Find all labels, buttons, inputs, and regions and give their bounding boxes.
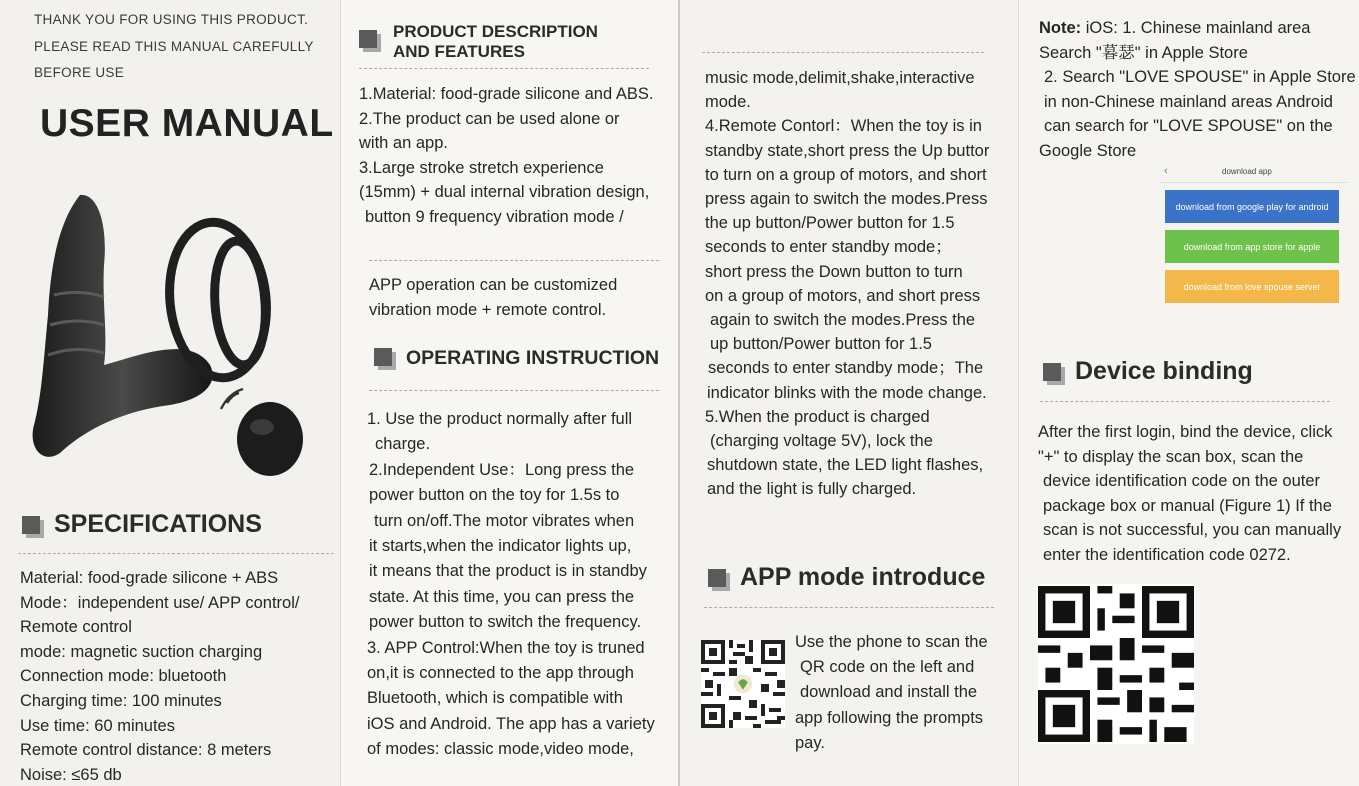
continued-line: standby state,short press the Up buttor bbox=[705, 141, 990, 160]
note-text bbox=[1039, 16, 1356, 163]
description-line: button 9 frequency vibration mode / bbox=[365, 207, 624, 226]
instruction-line: on,it is connected to the app through bbox=[367, 664, 634, 683]
description-line: 3.Large stroke stretch experience bbox=[359, 158, 604, 177]
intro-line: BEFORE USE bbox=[34, 65, 125, 80]
note-line: Search "暮瑟" in Apple Store bbox=[1039, 43, 1248, 62]
app-mode-line: pay. bbox=[795, 733, 825, 752]
instruction-line: 1. Use the product normally after full bbox=[367, 410, 633, 428]
continued-line: (charging voltage 5V), lock the bbox=[710, 432, 933, 451]
spec-line: mode: magnetic suction charging bbox=[20, 642, 263, 661]
note-line: can search for "LOVE SPOUSE" on the bbox=[1044, 117, 1333, 135]
note-line: 2. Search "LOVE SPOUSE" in Apple Store bbox=[1044, 68, 1356, 86]
spec-line: Remote control distance: 8 meters bbox=[20, 741, 272, 760]
continued-line: press again to switch the modes.Press bbox=[705, 190, 988, 209]
instruction-line: 3. APP Control:When the toy is truned bbox=[367, 638, 645, 657]
product-description-heading: PRODUCT DESCRIPTION AND FEATURES bbox=[359, 22, 598, 62]
app-qr-code bbox=[701, 640, 785, 728]
panel-continued bbox=[678, 0, 1018, 786]
download-app-title: download app bbox=[1222, 167, 1272, 176]
instruction-line: charge. bbox=[375, 435, 431, 454]
spec-line: Use time: 60 minutes bbox=[20, 716, 175, 735]
divider bbox=[704, 607, 994, 608]
bullet-square-icon bbox=[1043, 363, 1061, 381]
manual-title: USER MANUAL bbox=[40, 102, 334, 145]
instruction-line: iOS and Android. The app has a variety bbox=[367, 714, 655, 733]
product-description-list bbox=[359, 82, 653, 229]
binding-line: After the first login, bind the device, click bbox=[1038, 423, 1333, 441]
note-line: Google Store bbox=[1039, 141, 1137, 160]
continued-line: seconds to enter standby mode；The bbox=[708, 359, 984, 378]
spec-line: Material: food-grade silicone + ABS bbox=[20, 569, 279, 587]
app-operation-line: vibration mode + remote control. bbox=[369, 300, 607, 319]
continued-line: indicator blinks with the mode change. bbox=[707, 383, 987, 402]
continued-line: 4.Remote Contorl：When the toy is in bbox=[705, 117, 982, 136]
operating-instruction-list bbox=[367, 407, 655, 763]
description-line: 1.Material: food-grade silicone and ABS. bbox=[359, 85, 654, 103]
description-line: with an app. bbox=[359, 134, 448, 152]
device-binding-heading: Device binding bbox=[1043, 357, 1253, 386]
app-mode-heading: APP mode introduce bbox=[708, 563, 985, 592]
bullet-square-icon bbox=[708, 569, 726, 587]
continued-line: and the light is fully charged. bbox=[707, 480, 917, 499]
note-line: Note: iOS: 1. Chinese mainland area bbox=[1039, 19, 1311, 37]
spec-line: Connection mode: bluetooth bbox=[20, 667, 227, 686]
device-qr-code bbox=[1038, 584, 1194, 744]
bullet-square-icon bbox=[22, 516, 40, 534]
app-mode-text bbox=[795, 630, 988, 756]
continued-list bbox=[705, 66, 989, 502]
app-mode-line: Use the phone to scan the bbox=[795, 633, 988, 651]
download-header-divider bbox=[1160, 182, 1348, 183]
app-operation-line: APP operation can be customized bbox=[369, 276, 618, 294]
continued-line: the up button/Power button for 1.5 bbox=[705, 214, 955, 233]
description-line: (15mm) + dual internal vibration design, bbox=[359, 183, 650, 201]
server-download-button[interactable]: download from love spouse server bbox=[1165, 270, 1339, 303]
continued-line: seconds to enter standby mode； bbox=[705, 238, 952, 257]
binding-line: device identification code on the outer bbox=[1043, 472, 1321, 490]
continued-line: shutdown state, the LED light flashes, bbox=[707, 456, 984, 475]
instruction-line: it means that the product is in standby bbox=[369, 562, 647, 581]
device-binding-text bbox=[1038, 420, 1341, 567]
instruction-line: it starts,when the indicator lights up, bbox=[369, 537, 632, 556]
binding-line: scan is not successful, you can manually bbox=[1043, 521, 1342, 539]
note-label: Note: bbox=[1039, 19, 1082, 37]
binding-line: package box or manual (Figure 1) If the bbox=[1043, 496, 1332, 515]
instruction-line: of modes: classic mode,video mode, bbox=[367, 740, 634, 759]
product-illustration bbox=[20, 185, 320, 485]
app-mode-line: QR code on the left and bbox=[800, 658, 975, 677]
intro-text bbox=[34, 7, 314, 87]
back-chevron-icon[interactable]: ‹ bbox=[1164, 165, 1168, 177]
note-line: in non-Chinese mainland areas Android bbox=[1044, 92, 1333, 111]
continued-line: to turn on a group of motors, and short bbox=[705, 165, 987, 184]
intro-line: PLEASE READ THIS MANUAL CAREFULLY bbox=[34, 38, 314, 54]
specifications-heading: SPECIFICATIONS bbox=[22, 510, 262, 539]
divider bbox=[18, 553, 334, 554]
specifications-list bbox=[20, 566, 299, 786]
divider bbox=[702, 52, 984, 53]
binding-line: enter the identification code 0272. bbox=[1043, 545, 1291, 564]
panel-specifications bbox=[0, 0, 340, 786]
instruction-line: 2.Independent Use：Long press the bbox=[369, 460, 635, 479]
instruction-line: turn on/off.The motor vibrates when bbox=[374, 511, 635, 530]
continued-line: mode. bbox=[705, 93, 751, 112]
app-operation-text bbox=[369, 273, 617, 322]
instruction-line: power button on the toy for 1.5s to bbox=[369, 486, 620, 505]
spec-line: Mode：independent use/ APP control/ bbox=[20, 593, 300, 612]
app-mode-line: download and install the bbox=[800, 683, 978, 702]
spec-line: Noise: ≤65 db bbox=[20, 765, 122, 784]
continued-line: on a group of motors, and short press bbox=[705, 286, 981, 305]
instruction-line: power button to switch the frequency. bbox=[369, 613, 642, 632]
instruction-line: state. At this time, you can press the bbox=[369, 587, 635, 606]
spec-line: Remote control bbox=[20, 618, 132, 637]
google-play-download-button[interactable]: download from google play for android bbox=[1165, 190, 1339, 223]
binding-line: "+" to display the scan box, scan the bbox=[1038, 447, 1304, 466]
divider bbox=[369, 260, 659, 261]
description-line: 2.The product can be used alone or bbox=[359, 109, 620, 128]
continued-line: short press the Down button to turn bbox=[705, 262, 963, 281]
continued-line: music mode,delimit,shake,interactive bbox=[705, 69, 975, 87]
divider bbox=[369, 390, 659, 391]
continued-line: up button/Power button for 1.5 bbox=[710, 335, 932, 354]
operating-instruction-heading: OPERATING INSTRUCTION bbox=[374, 347, 659, 370]
continued-line: 5.When the product is charged bbox=[705, 407, 930, 426]
app-store-download-button[interactable]: download from app store for apple bbox=[1165, 230, 1339, 263]
instruction-line: Bluetooth, which is compatible with bbox=[367, 689, 623, 708]
divider bbox=[359, 68, 649, 69]
bullet-square-icon bbox=[359, 30, 377, 48]
bullet-square-icon bbox=[374, 348, 392, 366]
divider bbox=[1040, 401, 1330, 402]
spec-line: Charging time: 100 minutes bbox=[20, 691, 222, 710]
intro-line: THANK YOU FOR USING THIS PRODUCT. bbox=[34, 12, 309, 27]
panel-description bbox=[340, 0, 678, 786]
continued-line: again to switch the modes.Press the bbox=[710, 311, 976, 330]
app-mode-line: app following the prompts bbox=[795, 708, 984, 727]
